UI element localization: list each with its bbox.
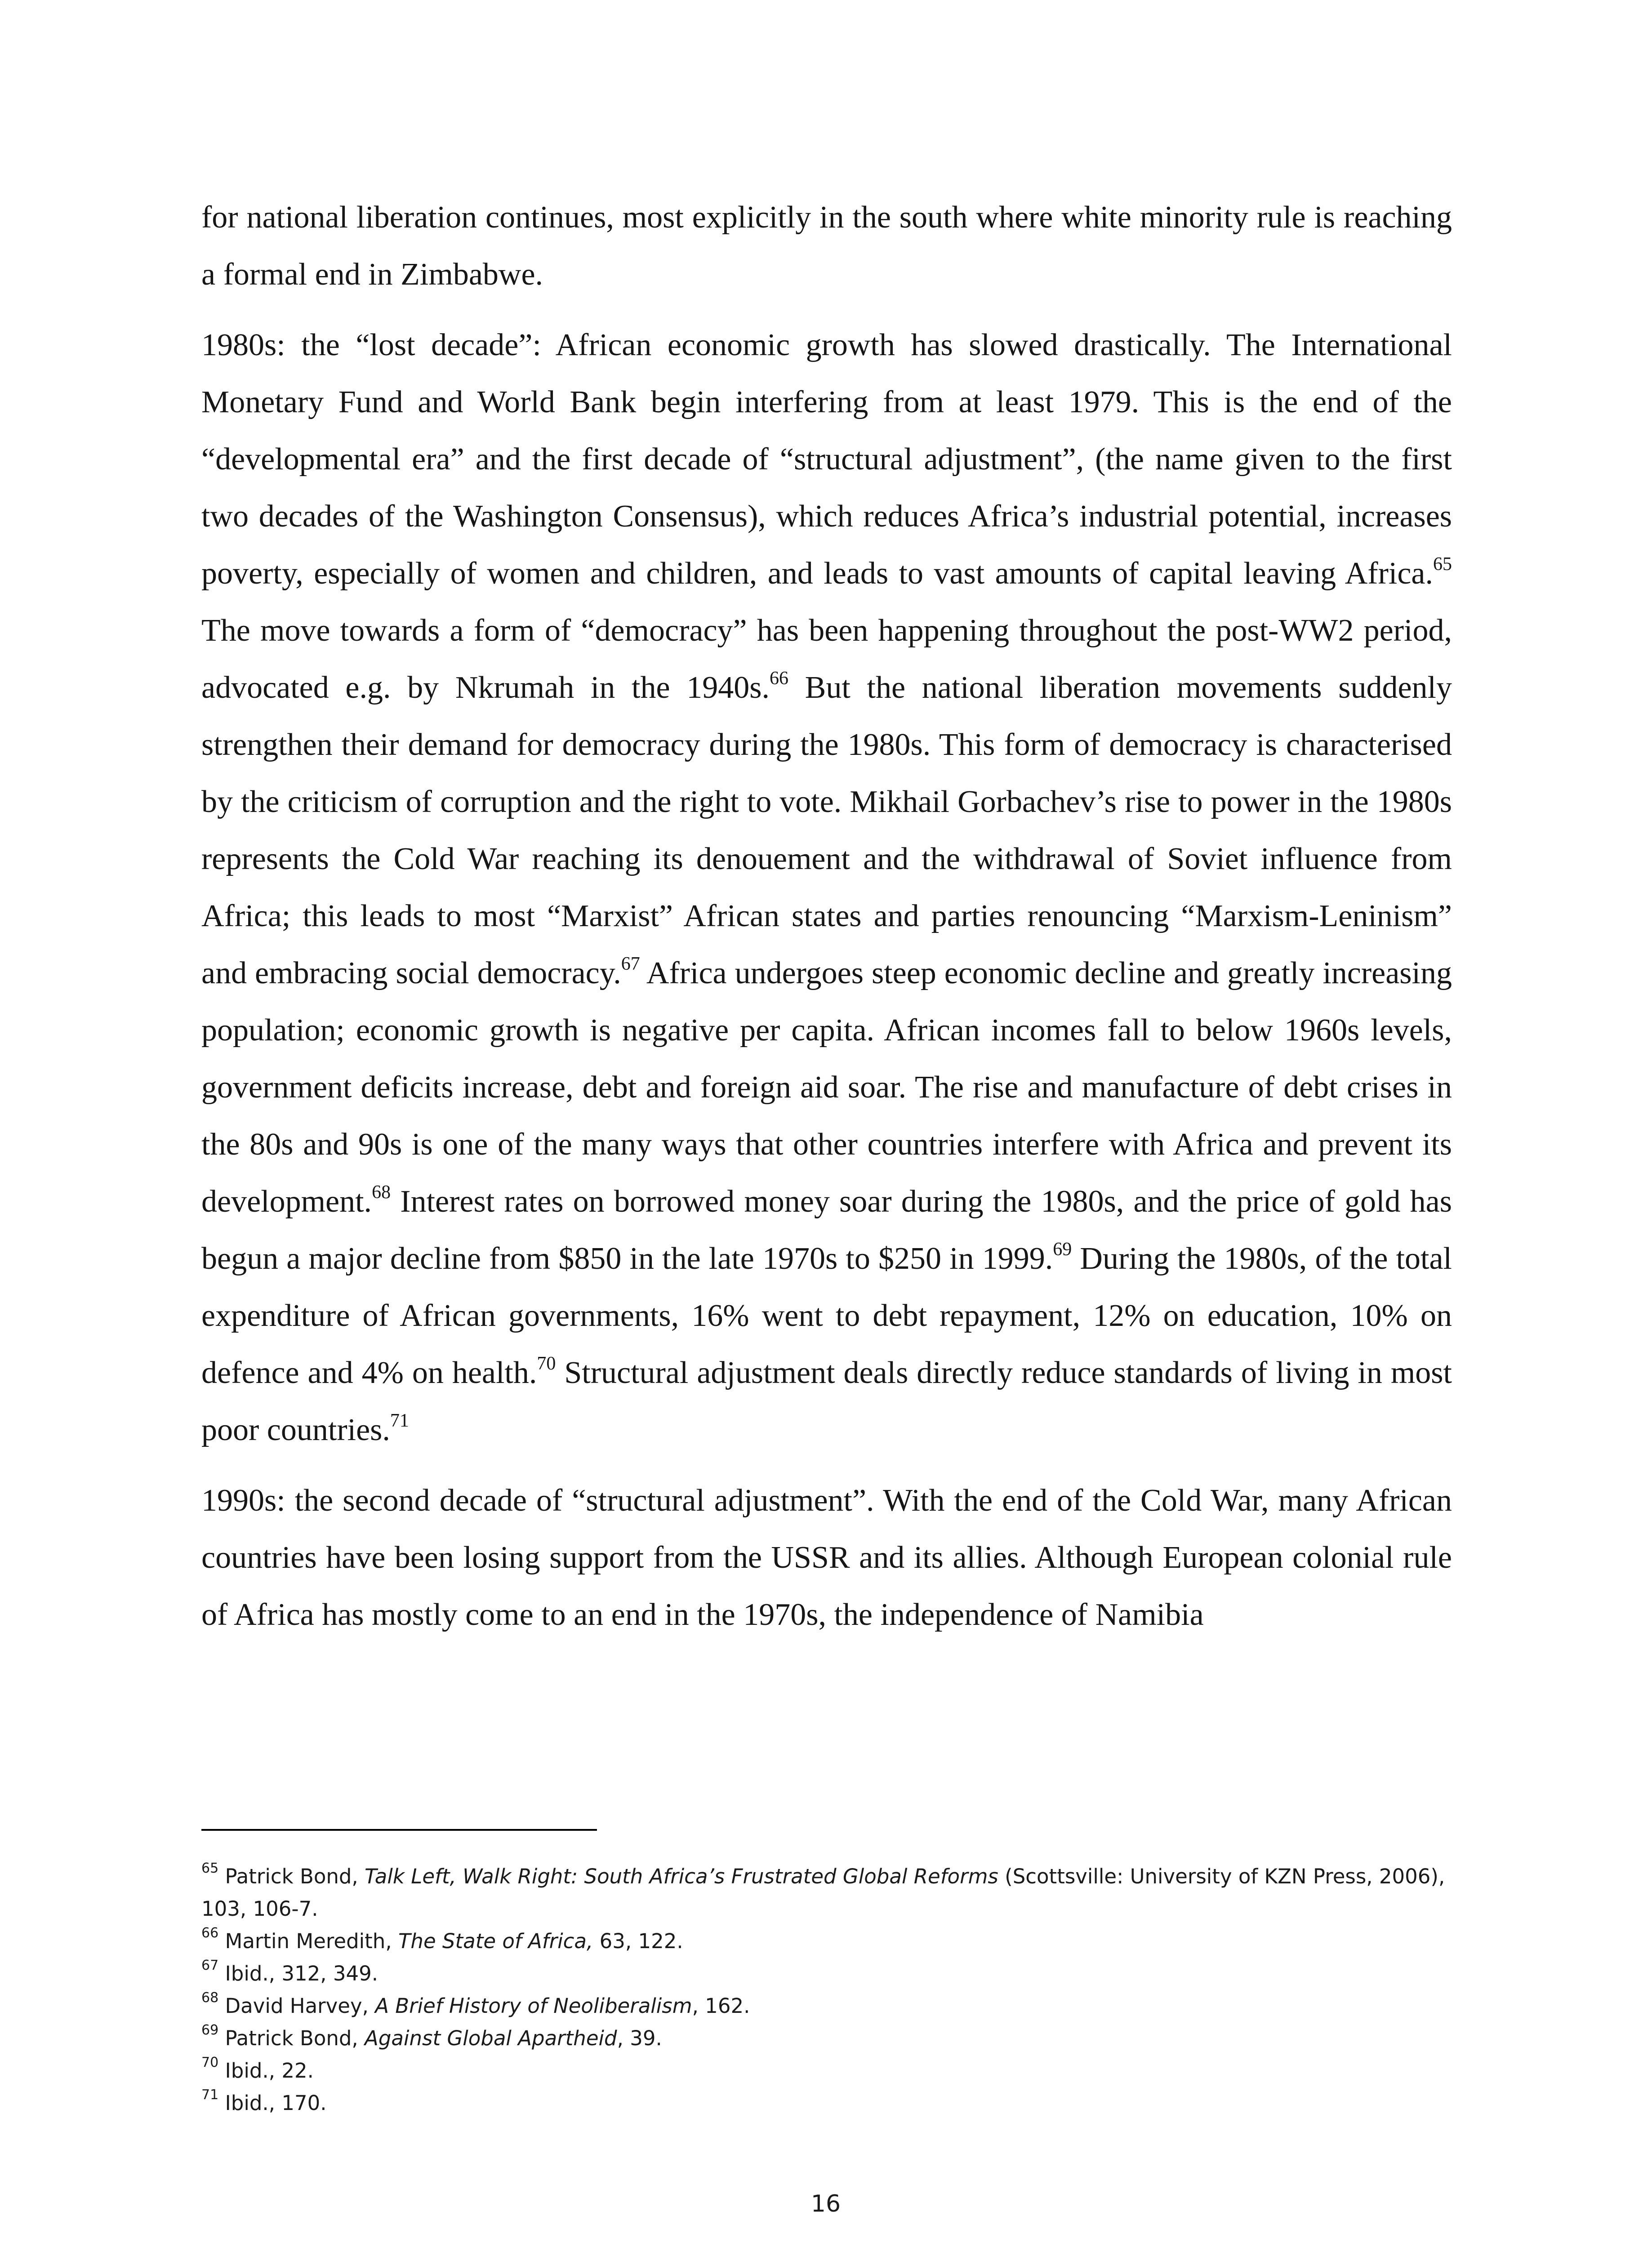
footnote-reference[interactable]: 65 xyxy=(1433,554,1452,575)
footnote-text: , 39. xyxy=(617,2026,662,2050)
footnote-number: 67 xyxy=(201,1958,219,1973)
body-text xyxy=(201,189,1452,1643)
footnote-title: A Brief History of Neoliberalism xyxy=(375,1994,692,2018)
footnote-separator xyxy=(201,1829,597,1831)
footnote-number: 70 xyxy=(201,2055,219,2070)
footnote xyxy=(201,2022,1460,2055)
footnote-title: Talk Left, Walk Right: South Africa’s Frustrated Global Reforms xyxy=(365,1864,998,1888)
footnote-number: 68 xyxy=(201,1990,219,2006)
footnote xyxy=(201,1958,1460,1990)
footnote-title: The State of Africa, xyxy=(398,1929,593,1953)
footnote-reference[interactable]: 68 xyxy=(372,1182,391,1203)
footnote-reference[interactable]: 70 xyxy=(537,1353,556,1374)
paragraph-text: But the national liberation movements suddenly strengthen their demand for democracy during the 1980s. This form of democracy is characterised by the criticism of corruption and the right to vote. Mikhail Gorbachev’s rise to power in the 1980s represents the Cold War reaching its denouement and the withdrawal of Soviet influence from Africa; this leads to most “Marxist” African states and parties renouncing “Marxism-Leninism” and embracing social democracy. xyxy=(201,670,1452,990)
footnote-text: Patrick Bond, xyxy=(225,1864,365,1888)
footnote xyxy=(201,2055,1460,2087)
footnote-reference[interactable]: 66 xyxy=(770,668,788,689)
footnote-text: Martin Meredith, xyxy=(225,1929,398,1953)
paragraph-text: During the 1980s, of the total expenditure of African governments, 16% went to debt repayment, 12% on education, 10% on defence and 4% on health. xyxy=(201,1241,1452,1390)
page-number: 16 xyxy=(810,2190,841,2217)
footnote-number: 65 xyxy=(201,1860,219,1876)
paragraph-text: Africa undergoes steep economic decline and greatly increasing population; economic growth is negative per capita. African incomes fall to below 1960s levels, government deficits increase, debt and foreign aid soar. The rise and manufacture of debt crises in the 80s and 90s is one of the many ways that other countries interfere with Africa and prevent its development. xyxy=(201,956,1452,1219)
footnote-text: 63, 122. xyxy=(593,1929,683,1953)
footnote-reference[interactable]: 69 xyxy=(1053,1239,1072,1260)
paragraph-text: for national liberation continues, most explicitly in the south where white minority rule is reaching a formal end in Zimbabwe. xyxy=(201,200,1452,292)
body-paragraph xyxy=(201,1472,1452,1643)
paragraph-text: Interest rates on borrowed money soar during the 1980s, and the price of gold has begun a major decline from $850 in the late 1970s to $250 in 1999. xyxy=(201,1184,1452,1276)
footnote-text: Ibid., 22. xyxy=(225,2059,314,2083)
footnote xyxy=(201,1860,1460,1925)
footnote-text: , 162. xyxy=(692,1994,750,2018)
footnote-text: Patrick Bond, xyxy=(225,2026,365,2050)
footnote xyxy=(201,1990,1460,2022)
footnote xyxy=(201,2087,1460,2119)
footnote-number: 71 xyxy=(201,2087,219,2103)
footnote-text: (Scottsville: University of KZN Press, 2006), 103, 106-7. xyxy=(201,1864,1445,1921)
paragraph-text: The move towards a form of “democracy” has been happening throughout the post-WW2 period, advocated e.g. by Nkrumah in the 1940s. xyxy=(201,613,1452,705)
paragraph-text: Structural adjustment deals directly reduce standards of living in most poor countries. xyxy=(201,1356,1452,1447)
footnote-reference[interactable]: 67 xyxy=(621,954,640,974)
footnote-title: Against Global Apartheid xyxy=(365,2026,617,2050)
paragraph-text: 1980s: the “lost decade”: African economic growth has slowed drastically. The International Monetary Fund and World Bank begin interfering from at least 1979. This is the end of the “developmental era” and the first decade of “structural adjustment”, (the name given to the first two decades of the Washington Consensus), which reduces Africa’s industrial potential, increases poverty, especially of women and children, and leads to vast amounts of capital leaving Africa. xyxy=(201,328,1452,591)
footnote-number: 66 xyxy=(201,1925,219,1941)
footnote-text: Ibid., 170. xyxy=(225,2091,327,2115)
footnote-text: David Harvey, xyxy=(225,1994,375,2018)
footnote-text: Ibid., 312, 349. xyxy=(225,1962,378,1985)
body-paragraph xyxy=(201,189,1452,303)
footnote xyxy=(201,1925,1460,1958)
footnote-number: 69 xyxy=(201,2022,219,2038)
footnote-reference[interactable]: 71 xyxy=(390,1410,409,1431)
body-paragraph xyxy=(201,317,1452,1459)
paragraph-text: 1990s: the second decade of “structural adjustment”. With the end of the Cold War, many African countries have been losing support from the USSR and its allies. Although European colonial rule of Africa has mostly come to an end in the 1970s, the independence of Namibia xyxy=(201,1483,1452,1632)
footnotes xyxy=(201,1860,1460,2119)
